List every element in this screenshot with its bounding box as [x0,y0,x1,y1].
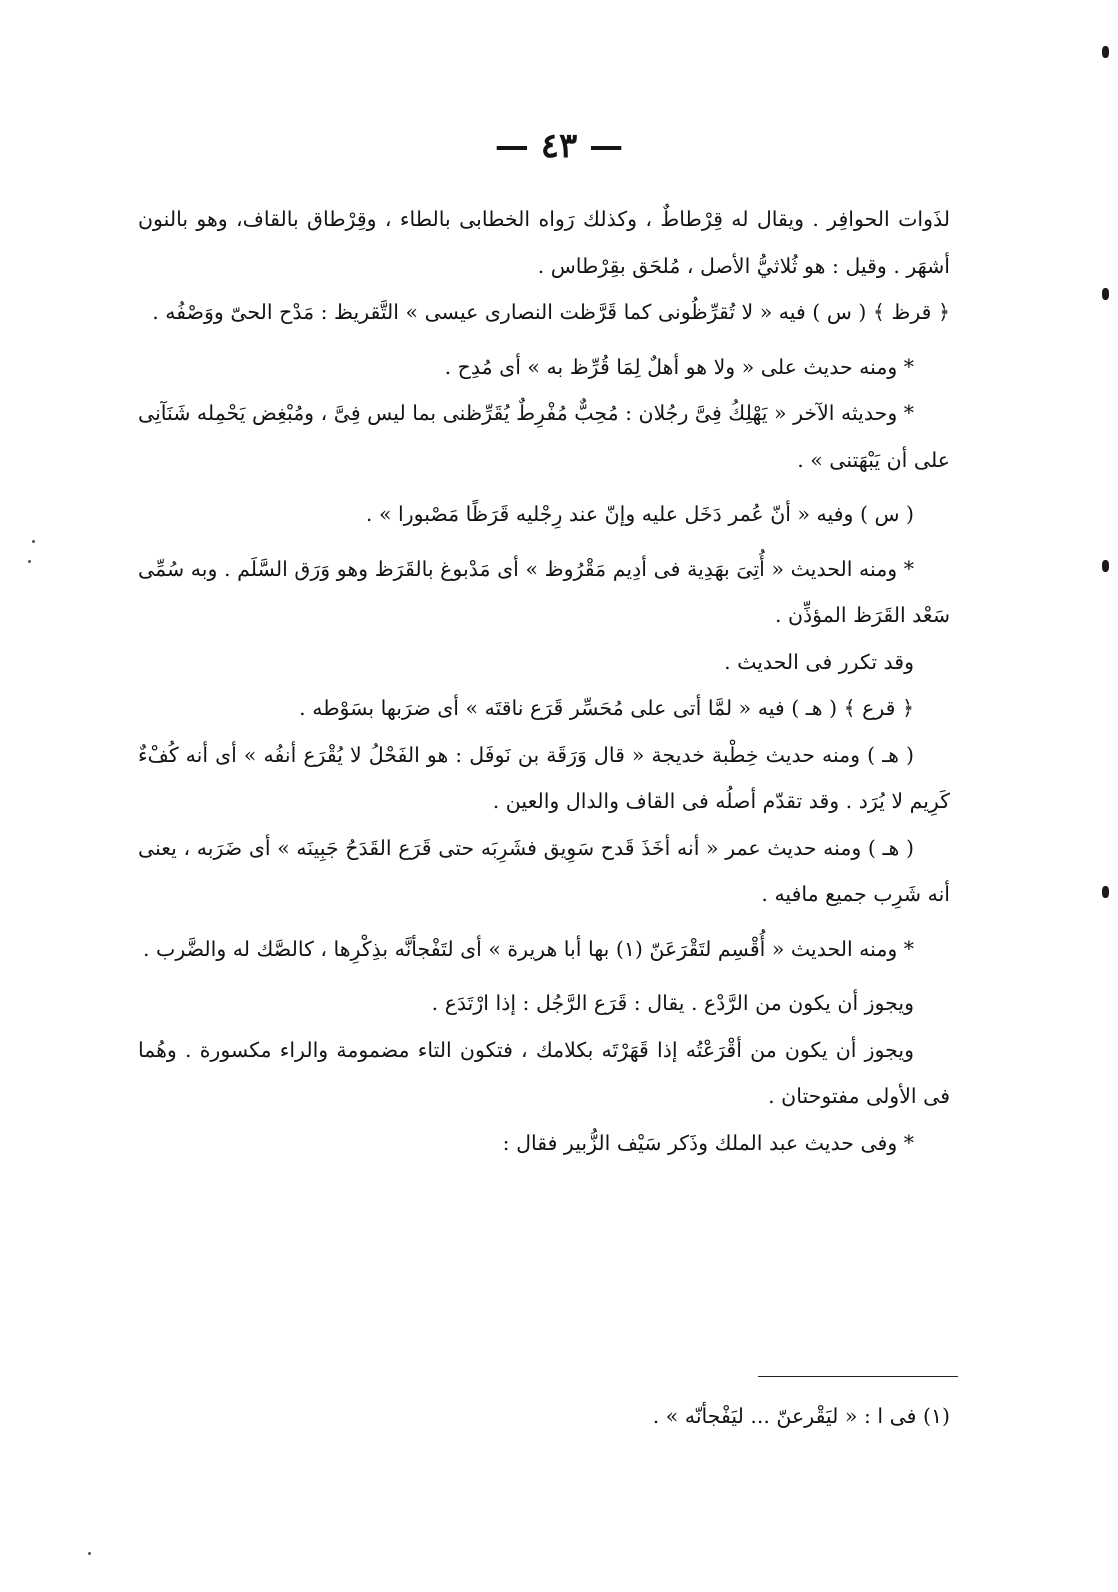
paragraph-8-entry-qr: ﴿ قرع ﴾ ( هـ ) فيه « لمَّا أتى على مُحَسِّر قَرَع ناقتَه » أى ضرَبها بسَوْطه . [299,696,914,720]
paragraph-10: ( هـ ) ومنه حديث عمر « أنه أخَذَ قَدح سَوِيق فشَرِبَه حتى قَرَع القَدَحُ جَبِينَه » أى ضَرَبه ، يعنى أنه شَرِب جميع مافيه . [138,835,950,906]
paragraph-9: ( هـ ) ومنه حديث خِطْبة خديجة « قال وَرَقَة بن نَوفَل : هو الفَحْلُ لا يُقْرَع أنفُه » أى أنه كُفْءٌ كَرِيم لا يُرَد . وقد تقدّم أصلُه فى القاف والدال والعين . [138,742,950,813]
paragraph-13: ويجوز أن يكون من أقْرَعْتُه إذا قَهَرْتَه بكلامك ، فتكون التاء مضمومة والراء مكسورة . وهُما فى الأولى مفتوحتان . [138,1037,950,1108]
main-text [138,196,950,1166]
paragraph-7: وقد تكرر فى الحديث . [724,649,914,674]
paragraph-12: ويجوز أن يكون من الرَّدْع . يقال : قَرَع الرَّجُل : إذا ارْتَدَع . [431,991,914,1015]
margin-speck [88,1552,91,1555]
margin-speck [1102,46,1109,58]
page-number: — ٤٣ — [494,126,624,166]
paragraph-14: * وفى حديث عبد الملك وذَكر سَيْف الزُّبير فقال : [502,1130,914,1155]
margin-speck [1102,288,1109,300]
margin-speck [32,540,35,543]
footnote-divider [758,1376,958,1377]
paragraph-2-entry-qrz: ﴿ قرظ ﴾ ( س ) فيه « لا تُقرِّظُونى كما قَرَّظت النصارى عيسى » التَّقريظ : مَدْح الحىّ ووَصْفُه . [152,300,950,324]
paragraph-6: * ومنه الحديث « أُتِىَ بهَدِية فى أدِيم مَقْرُوظ » أى مَدْبوغ بالقَرَظ وهو وَرَق السَّلَم . وبه سُمِّى سَعْد القَرَظ المؤذِّن . [138,556,950,627]
paragraph-1: لذَوات الحوافِر . ويقال له قِرْطاطٌ ، وكذلك رَواه الخطابى بالطاء ، وقِرْطاق بالقاف، وهو بالنون أشهَر . وقيل : هو ثُلاثيُّ الأصل ، مُلحَق بقِرْطاس . [138,207,950,278]
paragraph-5: ( س ) وفيه « أنّ عُمر دَخَل عليه وإنّ عند رِجْليه قَرَظًا مَصْبورا » . [365,502,914,526]
footnote: (١) فى ا : « ليَقْرعنّ ... ليَفْجأنّه » . [652,1404,950,1428]
paragraph-3: * ومنه حديث على « ولا هو أهلٌ لِمَا قُرِّظ به » أى مُدِح . [444,354,914,379]
paragraph-4: * وحديثه الآخر « يَهْلِكُ فِىَّ رجُلان : مُحِبٌّ مُفْرِطٌ يُقَرِّظنى بما ليس فِىَّ ، ومُبْغِض يَحْمِله شَنَآنِى على أن يَبْهَتنى » . [138,401,950,472]
paragraph-11: * ومنه الحديث « أُقْسِم لتَقْرَعَنّ (١) بها أبا هريرة » أى لتَفْجأنَّه بذِكْرِها ، كالصَّك له والضَّرب . [143,936,914,961]
margin-speck [1102,886,1109,898]
margin-speck [1102,560,1109,572]
margin-speck [28,560,31,563]
